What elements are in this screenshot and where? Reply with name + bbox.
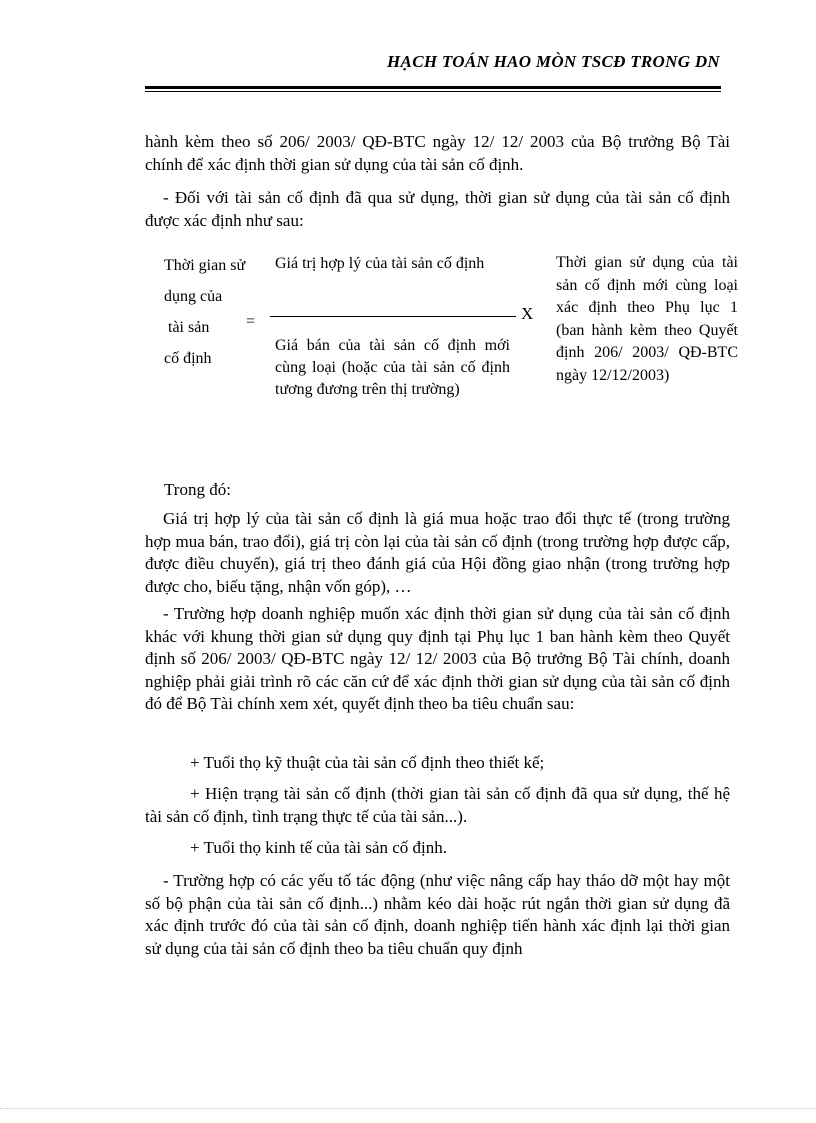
- formula-multiply-sign: X: [521, 304, 534, 323]
- trong-do-label: Trong đó:: [164, 480, 231, 499]
- paragraph-fair-value: Giá trị hợp lý của tài sản cố định là giá mua hoặc trao đổi thực tế (trong trường hợp mua bán, trao đổi), giá trị còn lại của tài sản cố định (trong trường hợp được cấp, được điều chuyển), giá trị theo đánh giá của Hội đồng giao nhận (trong trường hợp được cho, biếu tặng, nhận vốn góp), …: [145, 509, 730, 596]
- paragraph-continuation: hành kèm theo số 206/ 2003/ QĐ-BTC ngày 12/ 12/ 2003 của Bộ trưởng Bộ Tài chính để xác định thời gian sử dụng của tài sản cố định.: [145, 132, 730, 174]
- paragraph-used-assets: - Đối với tài sản cố định đã qua sử dụng, thời gian sử dụng của tài sản cố định được xác định như sau:: [145, 188, 730, 230]
- header-rule-thin: [145, 91, 721, 92]
- formula-denominator: Giá bán của tài sản cố định mới cùng loại (hoặc của tài sản cố định tương đương trên thị trường): [275, 337, 510, 398]
- formula-left-line-1: Thời gian sử: [164, 257, 246, 274]
- formula-left-line-3: tài sản: [168, 319, 210, 336]
- formula-right-term: Thời gian sử dụng của tài sản cố định mới cùng loại xác định theo Phụ lục 1 (ban hành kèm theo Quyết định 206/ 2003/ QĐ-BTC ngày 12/12/2003): [556, 254, 738, 384]
- formula-numerator: Giá trị hợp lý của tài sản cố định: [275, 255, 485, 272]
- formula-equals-sign: =: [246, 313, 256, 330]
- formula-fraction-line: [270, 316, 516, 317]
- bullet-economic-life: + Tuổi thọ kinh tế của tài sản cố định.: [190, 838, 448, 857]
- paragraph-custom-period: - Trường hợp doanh nghiệp muốn xác định thời gian sử dụng của tài sản cố định khác với khung thời gian sử dụng quy định tại Phụ lục 1 ban hành kèm theo Quyết định số 206/ 2003/ QĐ-BTC ngày 12/ 12/ 2003 của Bộ trưởng Bộ Tài chính, doanh nghiệp phải giải trình rõ các căn cứ để xác định thời gian sử dụng của tài sản cố định đó để Bộ Tài chính xem xét, quyết định theo ba tiêu chuẩn sau:: [145, 604, 730, 713]
- formula-left-line-4: cố định: [164, 350, 212, 367]
- header-rule-thick: [145, 86, 721, 89]
- formula-left-line-2: dụng của: [164, 288, 223, 305]
- page-bottom-border: [0, 1108, 816, 1109]
- bullet-technical-life: + Tuổi thọ kỹ thuật của tài sản cố định theo thiết kế;: [190, 753, 545, 772]
- paragraph-redetermine: - Trường hợp có các yếu tố tác động (như việc nâng cấp hay tháo dỡ một hay một số bộ phận của tài sản cố định...) nhằm kéo dài hoặc rút ngắn thời gian sử dụng đã xác định trước đó của tài sản cố định, doanh nghiệp tiến hành xác định lại thời gian sử dụng của tài sản cố định theo ba tiêu chuẩn quy định: [145, 871, 730, 958]
- header-title: HẠCH TOÁN HAO MÒN TSCĐ TRONG DN: [387, 52, 720, 71]
- bullet-current-state: + Hiện trạng tài sản cố định (thời gian tài sản cố định đã qua sử dụng, thế hệ tài sản cố định, tình trạng thực tế của tài sản...).: [145, 784, 730, 826]
- formula-left-label: [164, 250, 264, 374]
